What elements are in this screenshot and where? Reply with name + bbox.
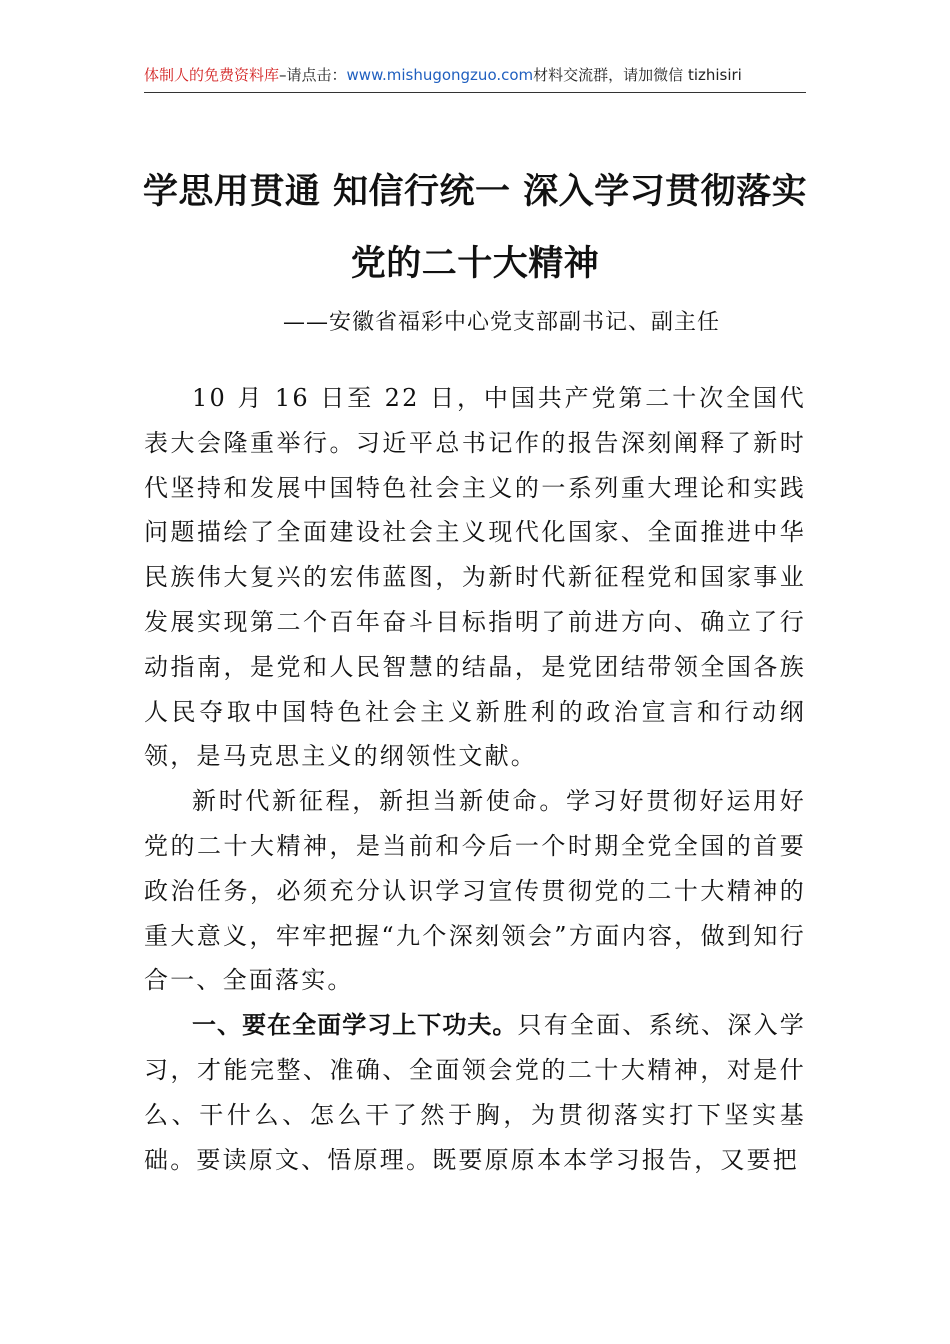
header-divider (144, 92, 806, 93)
paragraph-2: 新时代新征程，新担当新使命。学习好贯彻好运用好党的二十大精神，是当前和今后一个时期全党全国的首要政治任务，必须充分认识学习宣传贯彻党的二十大精神的重大意义，牢牢把握“九个深刻领会”方面内容，做到知行合一、全面落实。 (144, 787, 806, 995)
document-title-line-2: 党的二十大精神 (350, 243, 600, 284)
document-body (144, 376, 806, 1182)
paragraph-section-1 (144, 1003, 806, 1182)
section-1-text: 只有全面、系统、深入学习，才能完整、准确、全面领会党的二十大精神，对是什么、干什么、怎么干了然于胸，为贯彻落实打下坚实基础。要读原文、悟原理。既要原原本本学习报告，又要把 (144, 1011, 806, 1174)
document-subtitle: ——安徽省福彩中心党支部副书记、副主任 (282, 310, 720, 335)
section-1-heading: 一、要在全面学习上下功夫。 (192, 1011, 518, 1040)
paragraph-1: 10 月 16 日至 22 日，中国共产党第二十次全国代表大会隆重举行。习近平总书记作的报告深刻阐释了新时代坚持和发展中国特色社会主义的一系列重大理论和实践问题描绘了全面建设社会主义现代化国家、全面推进中华民族伟大复兴的宏伟蓝图，为新时代新征程党和国家事业发展实现第二个百年奋斗目标指明了前进方向、确立了行动指南，是党和人民智慧的结晶，是党团结带领全国各族人民夺取中国特色社会主义新胜利的政治宣言和行动纲领，是马克思主义的纲领性文献。 (144, 384, 806, 771)
header-prompt: –请点击： (279, 66, 347, 84)
document-title-line-1: 学思用贯通 知信行统一 深入学习贯彻落实 (142, 171, 808, 212)
header-url-link[interactable]: www.mishugongzuo.com (346, 66, 534, 84)
header-brand: 体制人的免费资料库 (144, 66, 280, 84)
header-tail: 材料交流群，请加微信 tizhisiri (533, 66, 742, 84)
page-header (144, 64, 806, 86)
